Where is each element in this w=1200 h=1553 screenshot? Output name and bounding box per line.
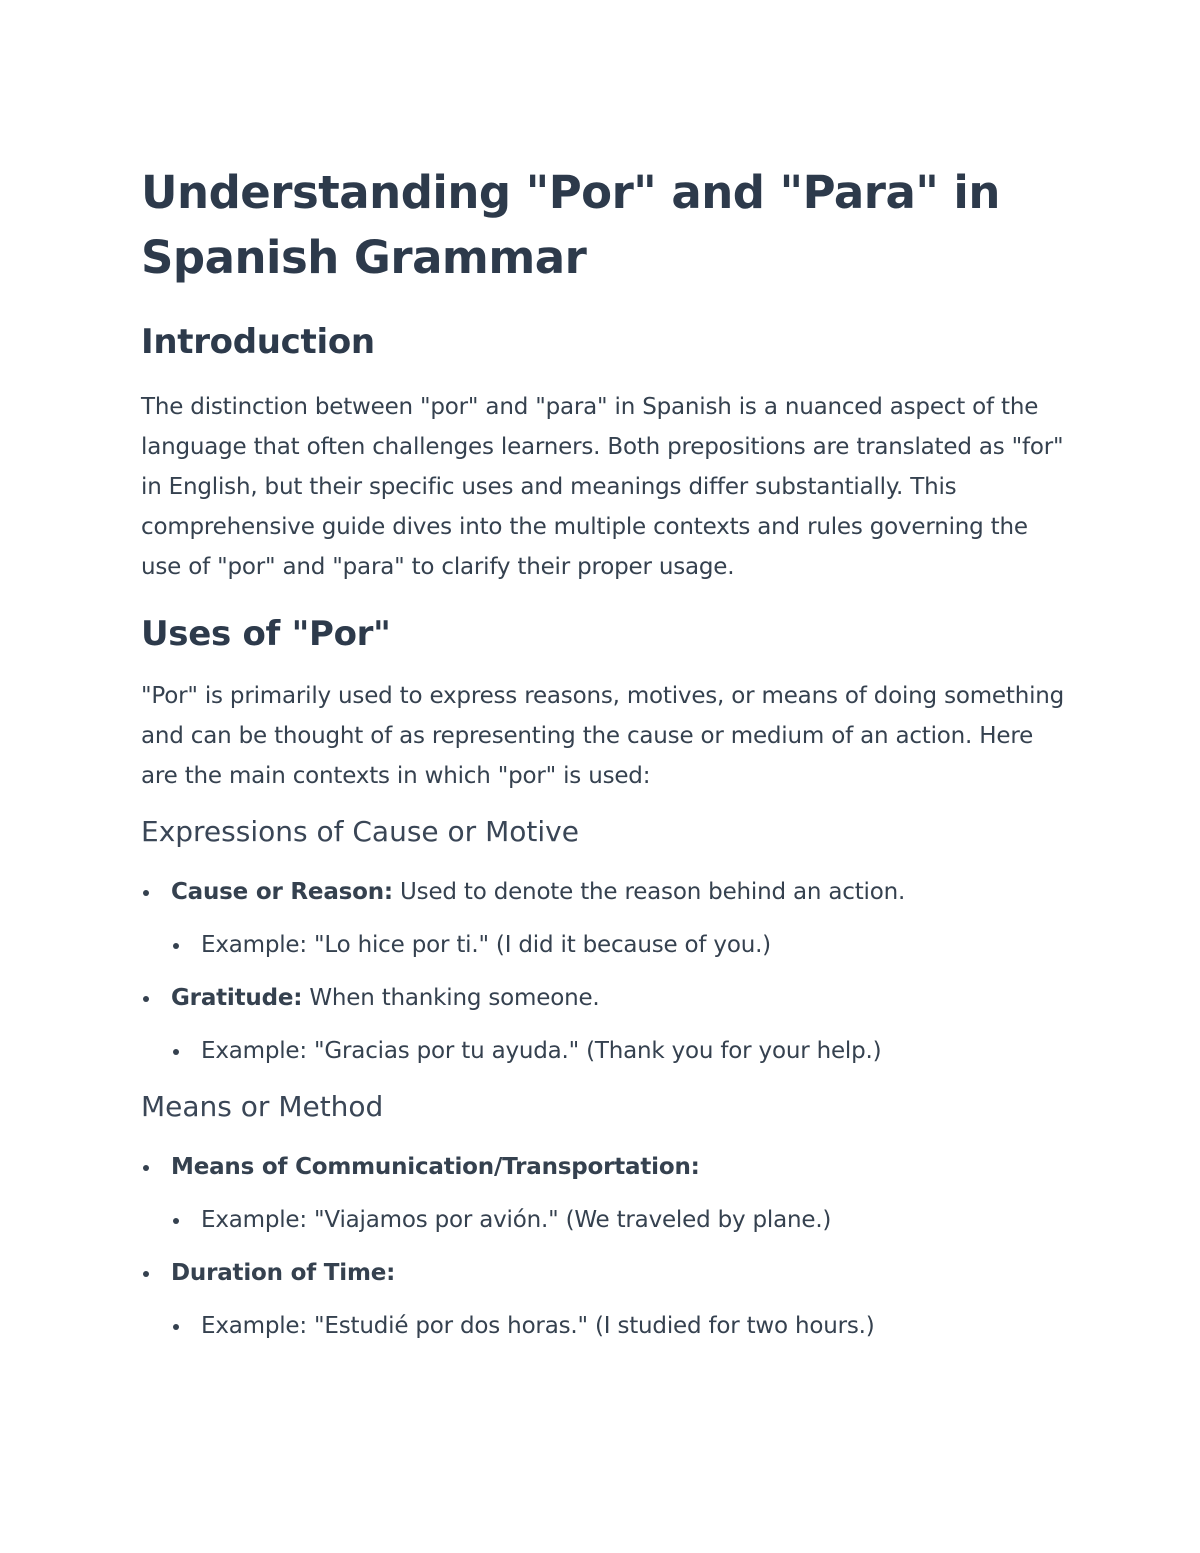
por-paragraph: "Por" is primarily used to express reasons, motives, or means of doing something and can be thought of as representing the cause or medium of an action. Here are the main contexts in which "por" is used: (141, 683, 1065, 789)
bullet-icon (173, 1324, 179, 1330)
means-list (141, 1150, 1071, 1343)
item-term: Means of Communication/Transportation: (171, 1154, 700, 1180)
page-title: Understanding "Por" and "Para" in Spanish Grammar (141, 166, 1000, 284)
bullet-icon (143, 1165, 149, 1171)
example-item (141, 1034, 1071, 1068)
section-heading-cause: Expressions of Cause or Motive (141, 815, 579, 848)
bullet-icon (173, 1218, 179, 1224)
list-item (141, 1150, 1071, 1184)
item-term: Cause or Reason: (171, 879, 393, 905)
example-item (141, 1309, 1071, 1343)
item-description: When thanking someone. (302, 985, 600, 1011)
document-page (141, 160, 1071, 1343)
bullet-icon (143, 996, 149, 1002)
example-text: Example: "Lo hice por ti." (I did it because of you.) (201, 932, 771, 958)
item-term: Duration of Time: (171, 1260, 396, 1286)
section-heading-means: Means or Method (141, 1090, 384, 1123)
intro-heading: Introduction (141, 322, 375, 362)
example-text: Example: "Gracias por tu ayuda." (Thank you for your help.) (201, 1038, 882, 1064)
por-heading: Uses of "Por" (141, 614, 391, 654)
bullet-icon (143, 1271, 149, 1277)
cause-list (141, 875, 1071, 1068)
item-term: Gratitude: (171, 985, 303, 1011)
list-item (141, 1256, 1071, 1290)
example-text: Example: "Estudié por dos horas." (I studied for two hours.) (201, 1313, 875, 1339)
bullet-icon (173, 943, 179, 949)
example-item (141, 1203, 1071, 1237)
bullet-icon (173, 1049, 179, 1055)
intro-paragraph: The distinction between "por" and "para" in Spanish is a nuanced aspect of the language that often challenges learners. Both prepositions are translated as "for" in English, but their specific uses and meanings differ substantially. This comprehensive guide dives into the multiple contexts and rules governing the use of "por" and "para" to clarify their proper usage. (141, 394, 1064, 580)
list-item (141, 875, 1071, 909)
bullet-icon (143, 890, 149, 896)
example-text: Example: "Viajamos por avión." (We traveled by plane.) (201, 1207, 832, 1233)
example-item (141, 928, 1071, 962)
list-item (141, 981, 1071, 1015)
item-description: Used to denote the reason behind an action. (392, 879, 906, 905)
